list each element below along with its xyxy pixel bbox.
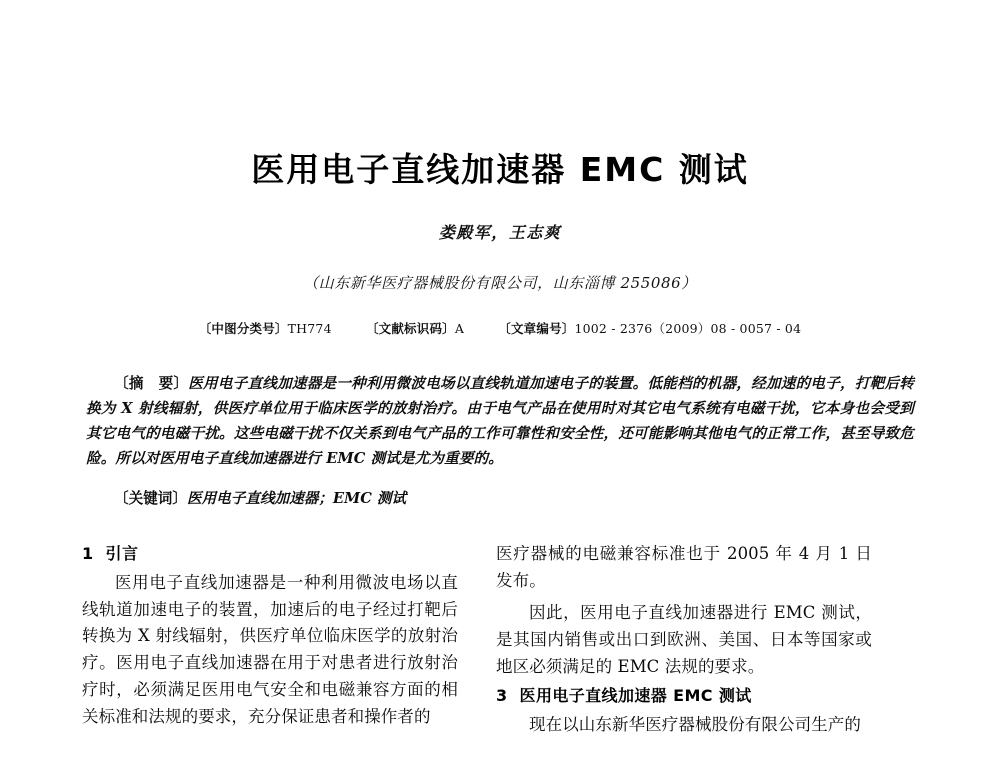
section-title-1: 引言 xyxy=(105,544,139,563)
cn-classification-label: 〔中图分类号〕 xyxy=(198,320,288,336)
masthead xyxy=(0,0,1000,293)
article-id-label: 〔文章编号〕 xyxy=(498,320,575,336)
abstract-block xyxy=(86,371,914,471)
section-title-3: 医用电子直线加速器 EMC 测试 xyxy=(519,685,752,705)
page-title: 医用电子直线加速器 EMC 测试 xyxy=(251,150,749,189)
keywords-block xyxy=(86,487,914,512)
paragraph-continued: 医疗器械的电磁兼容标准也于 2005 年 4 月 1 日发布。 xyxy=(496,544,872,590)
cn-classification-number xyxy=(199,319,332,337)
document-code-value: A xyxy=(454,320,465,336)
document-code xyxy=(366,319,464,337)
abstract-text: 医用电子直线加速器是一种利用微波电场以直线轨道加速电子的装置。低能档的机器，经加速的电子，打靶后转换为 X 射线辐射，供医疗单位用于临床医学的放射治疗。由于电气产品在使用时对其它电气系统有电磁干扰，它本身也会受到其它电气的电磁干扰。这些电磁干扰不仅关系到电气产品的工作可靠性和安全性，还可能影响其他电气的正常工作，甚至导致危险。所以对医用电子直线加速器进行 EMC 测试是尤为重要的。 xyxy=(86,374,914,467)
article-id-value: 1002 - 2376（2009）08 - 0057 - 04 xyxy=(574,320,802,336)
affiliation-line: （山东新华医疗器械股份有限公司，山东淄博 255086） xyxy=(303,273,697,292)
classification-row xyxy=(0,319,1000,337)
section-number-3: 3 xyxy=(496,685,508,705)
authors-line: 娄殿军，王志爽 xyxy=(438,222,562,242)
paragraph-emc-intro: 现在以山东新华医疗器械股份有限公司生产的 xyxy=(529,714,861,734)
section-number-1: 1 xyxy=(82,544,94,563)
section-heading-emc-test xyxy=(496,683,872,706)
paragraph-therefore: 因此，医用电子直线加速器进行 EMC 测试，是其国内销售或出口到欧洲、美国、日本等国家或地区必须满足的 EMC 法规的要求。 xyxy=(496,603,872,676)
left-column xyxy=(82,541,458,740)
keywords-text: 医用电子直线加速器；EMC 测试 xyxy=(186,489,407,507)
cn-classification-value: TH774 xyxy=(287,320,332,336)
keywords-label: 〔关键词〕 xyxy=(114,489,187,507)
body-columns xyxy=(0,541,1000,740)
section-heading-introduction xyxy=(82,541,458,564)
abstract-label: 〔摘 要〕 xyxy=(114,374,189,392)
paragraph-intro: 医用电子直线加速器是一种利用微波电场以直线轨道加速电子的装置，加速后的电子经过打靶后转换为 X 射线辐射，供医疗单位临床医学的放射治疗。医用电子直线加速器在用于对患者进行放射治疗时，必须满足医用电气安全和电磁兼容方面的相关标准和法规的要求，充分保证患者和操作者的 xyxy=(82,573,458,726)
document-code-label: 〔文献标识码〕 xyxy=(365,320,455,336)
article-id xyxy=(498,319,801,337)
right-column xyxy=(496,541,872,740)
